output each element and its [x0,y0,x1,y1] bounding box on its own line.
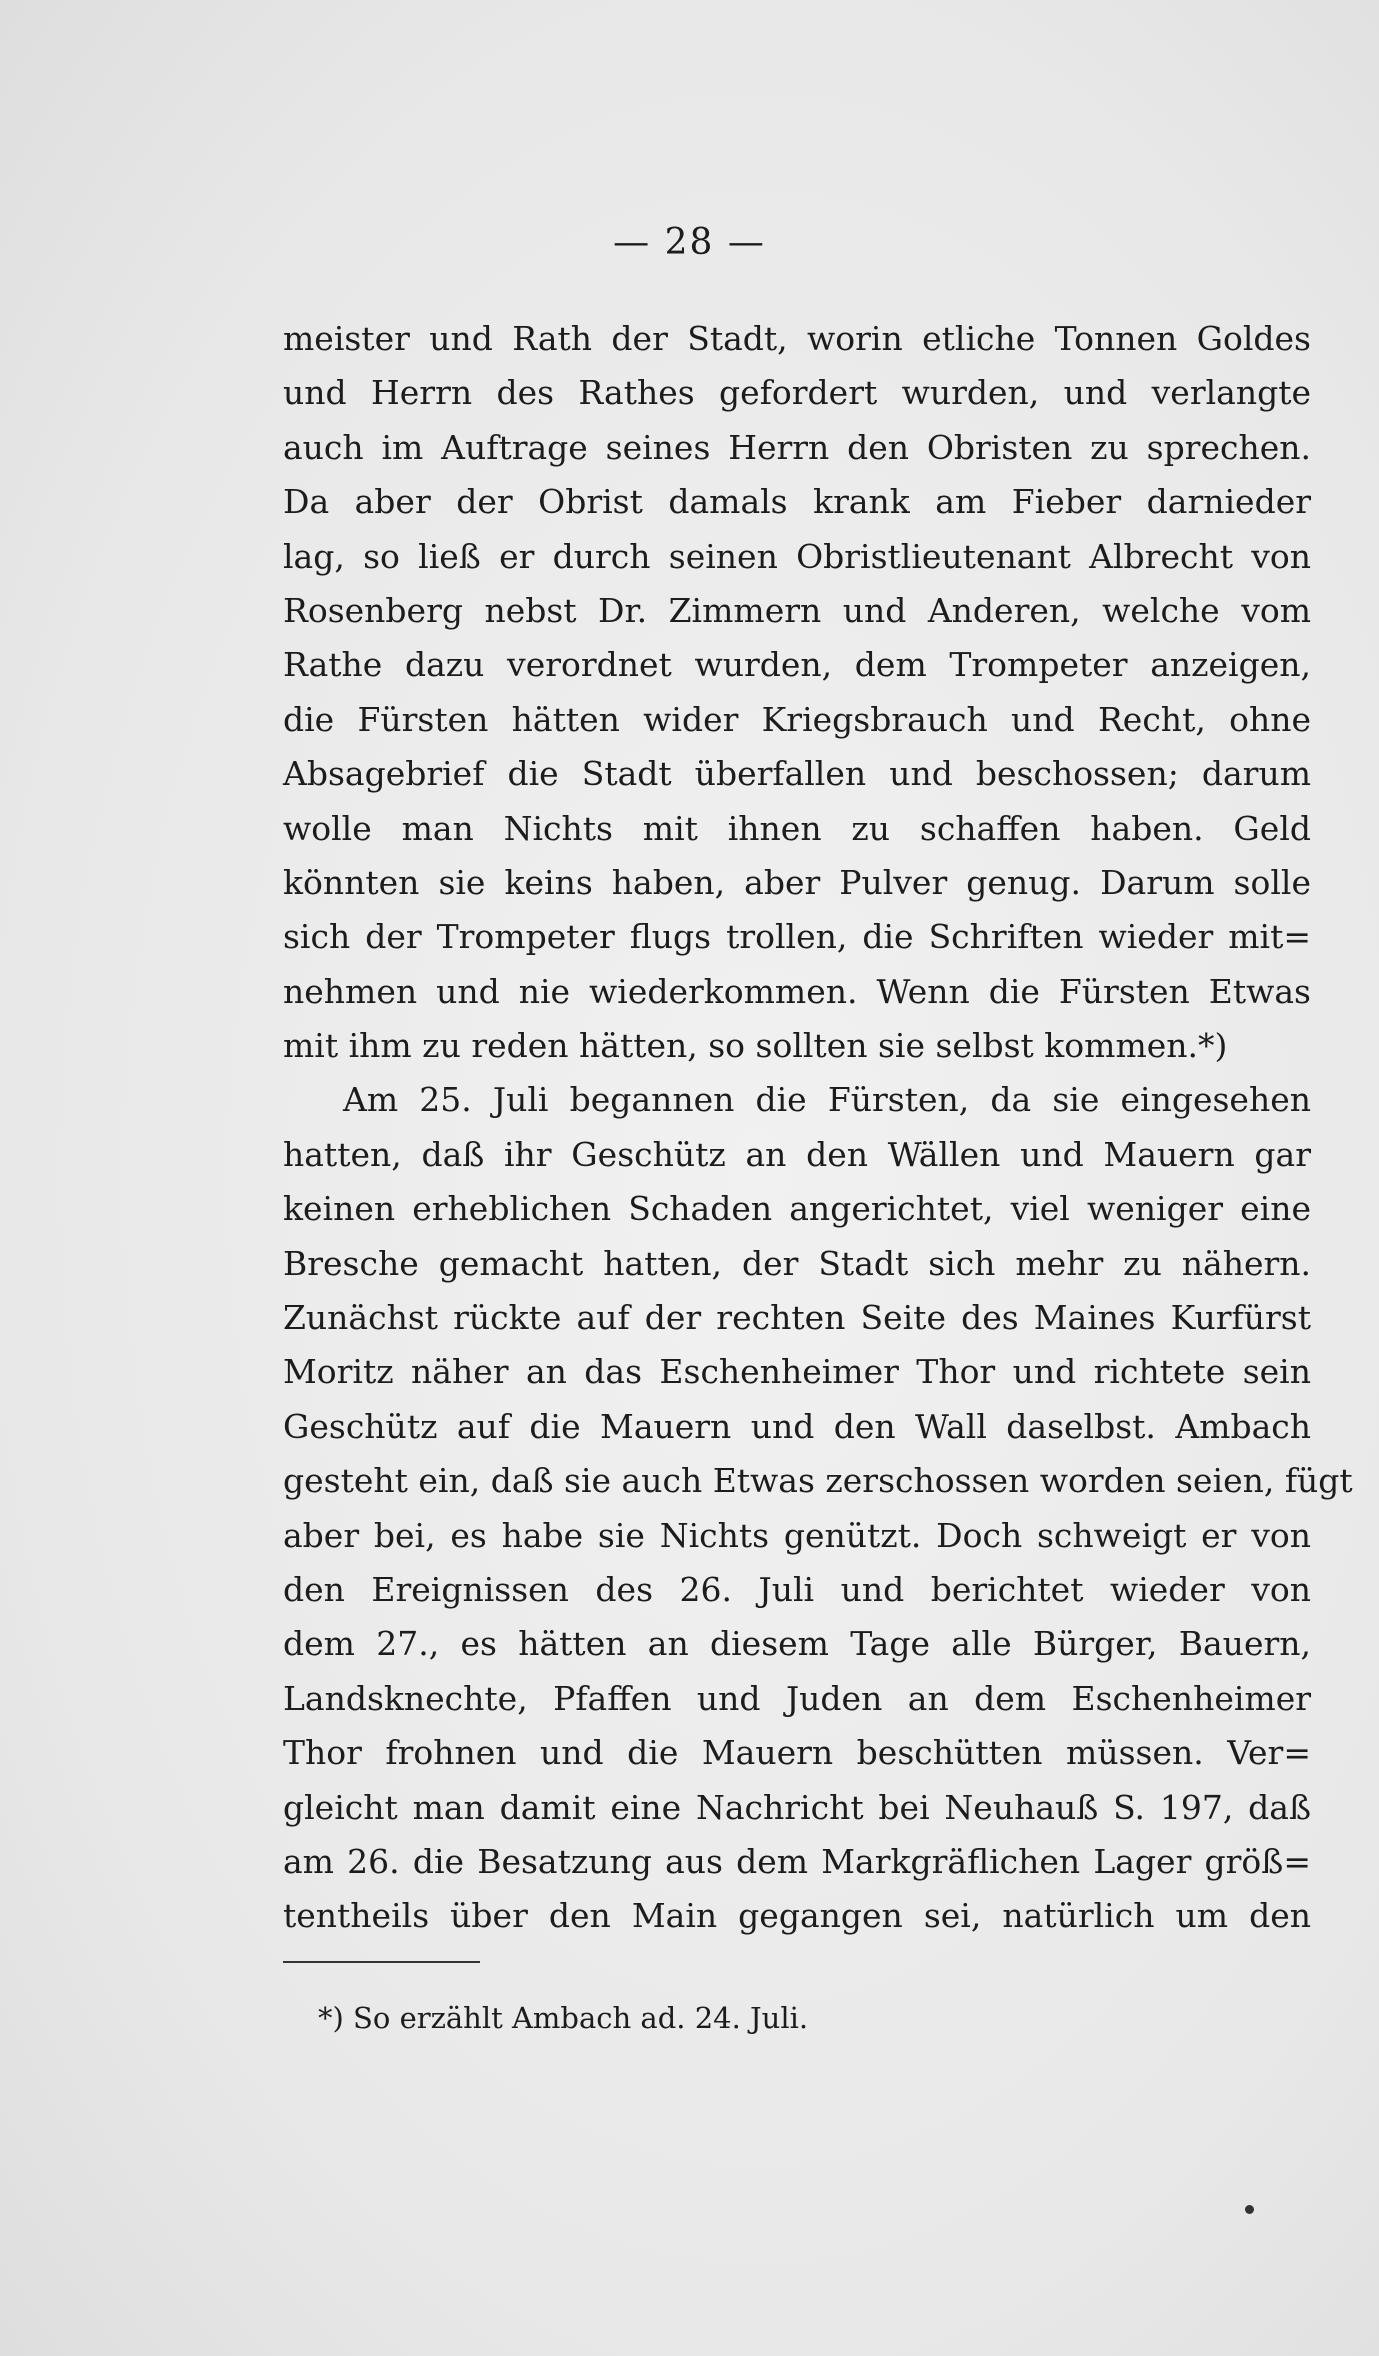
footnote: *) So erzählt Ambach ad. 24. Juli. [318,2001,809,2035]
text-line: Absagebrief die Stadt überfallen und beschossen; darum [283,754,1311,794]
text-line: Da aber der Obrist damals krank am Fieber darnieder [283,482,1311,522]
text-line: und Herrn des Rathes gefordert wurden, und verlangte [283,373,1311,413]
text-line: sich der Trompeter flugs trollen, die Schriften wieder mit= [283,917,1311,957]
text-line: meister und Rath der Stadt, worin etliche Tonnen Goldes [283,319,1311,358]
text-line: Thor frohnen und die Mauern beschütten müssen. Ver= [283,1733,1311,1773]
text-line: Zunächst rückte auf der rechten Seite des Maines Kurfürst [283,1298,1311,1338]
paper-speck [1245,2205,1254,2214]
text-line: tentheils über den Main gegangen sei, natürlich um den [283,1896,1311,1936]
text-line: Geschütz auf die Mauern und den Wall daselbst. Ambach [283,1406,1311,1446]
text-line: Landsknechte, Pfaffen und Juden an dem Eschenheimer [283,1678,1311,1718]
text-line: keinen erheblichen Schaden angerichtet, viel weniger eine [283,1189,1311,1229]
text-line: dem 27., es hätten an diesem Tage alle Bürger, Bauern, [283,1624,1311,1664]
text-line: die Fürsten hätten wider Kriegsbrauch und Recht, ohne [283,699,1311,739]
text-line: Rathe dazu verordnet wurden, dem Trompeter anzeigen, [283,645,1311,685]
text-line: den Ereignissen des 26. Juli und berichtet wieder von [283,1569,1311,1609]
text-line: gesteht ein, daß sie auch Etwas zerschossen worden seien, fügt [283,1461,1353,1501]
text-line: lag, so ließ er durch seinen Obristlieutenant Albrecht von [283,536,1311,576]
page-number: — 28 — [613,222,766,263]
text-line: Rosenberg nebst Dr. Zimmern und Anderen, welche vom [283,590,1311,630]
text-line: gleicht man damit eine Nachricht bei Neuhauß S. 197, daß [283,1787,1311,1827]
text-line: könnten sie keins haben, aber Pulver genug. Darum solle [283,862,1311,902]
footnote-divider [283,1961,480,1963]
text-line: Bresche gemacht hatten, der Stadt sich mehr zu nähern. [283,1243,1311,1283]
text-line: hatten, daß ihr Geschütz an den Wällen und Mauern gar [283,1134,1311,1174]
body-text [283,312,1353,1944]
text-line: mit ihm zu reden hätten, so sollten sie selbst kommen.*) [283,1026,1228,1066]
text-line: am 26. die Besatzung aus dem Markgräflichen Lager größ= [283,1841,1311,1881]
text-line: wolle man Nichts mit ihnen zu schaffen haben. Geld [283,808,1311,848]
text-line: aber bei, es habe sie Nichts genützt. Doch schweigt er von [283,1515,1311,1555]
text-line: Moritz näher an das Eschenheimer Thor und richtete sein [283,1352,1311,1392]
paragraph-start-line: Am 25. Juli begannen die Fürsten, da sie eingesehen [343,1080,1311,1120]
text-line: nehmen und nie wiederkommen. Wenn die Fürsten Etwas [283,971,1311,1011]
text-line: auch im Auftrage seines Herrn den Obristen zu sprechen. [283,427,1311,467]
